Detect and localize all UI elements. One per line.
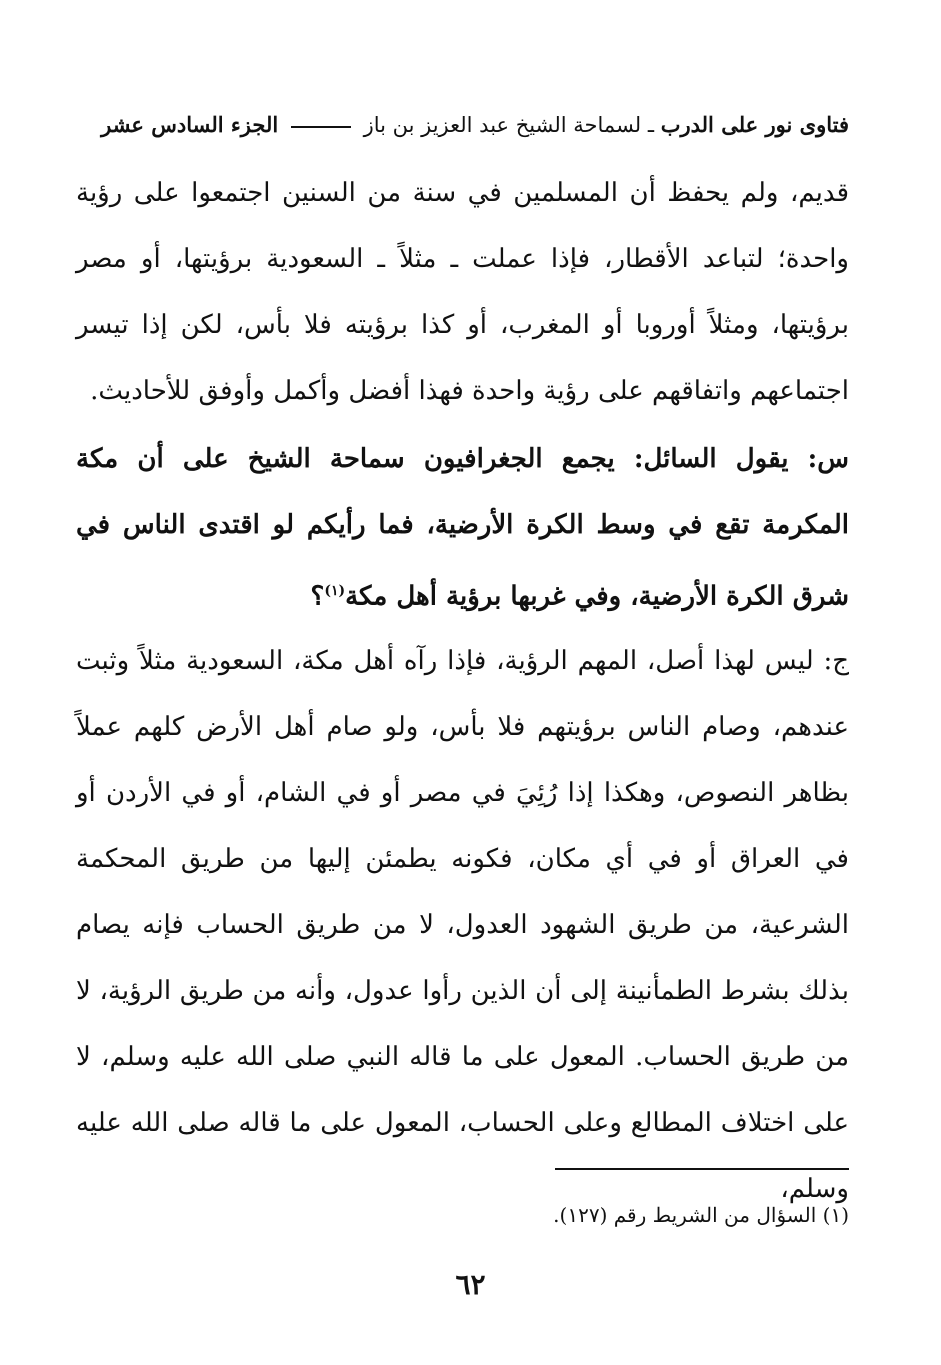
answer-paragraph: ج: ليس لهذا أصل، المهم الرؤية، فإذا رآه أهل مكة، السعودية مثلاً وثبت عندهم، وصام الناس برؤيتهم فلا بأس، ولو صام أهل الأرض كلهم عملاً بظاهر النصوص، وهكذا إذا رُئِيَ في مصر أو في الشام، أو في الأردن أو في العراق أو في أي مكان، فكونه يطمئن إليها من طريق المحكمة الشرعية، من طريق الشهود العدول، لا من طريق الحساب فإنه يصام بذلك بشرط الطمأنينة إلى أن الذين رأوا عدول، وأنه من طريق الرؤية، لا من طريق الحساب. المعول على ما قاله النبي صلى الله عليه وسلم، لا على اختلاف المطالع وعلى الحساب، المعول على ما قاله صلى الله عليه وسلم، [76, 646, 849, 1204]
question-mark: ؟ [310, 581, 325, 612]
paragraph-continued: قديم، ولم يحفظ أن المسلمين في سنة من السنين اجتمعوا على رؤية واحدة؛ لتباعد الأقطار، فإذا عملت ـ مثلاً ـ السعودية برؤيتها، أو مصر برؤيتها، ومثلاً أوروبا أو المغرب، أو كذا برؤيته فلا بأس، لكن إذا تيسر اجتماعهم واتفاقهم على رؤية واحدة فهذا أفضل وأكمل وأوفق للأحاديث. [76, 178, 849, 406]
question-text: يقول السائل: يجمع الجغرافيون سماحة الشيخ على أن مكة المكرمة تقع في وسط الكرة الأرضية، فما رأيكم لو اقتدى الناس في شرق الكرة الأرضية، وفي غربها برؤية أهل مكة [76, 444, 850, 612]
running-header [74, 108, 849, 142]
question-prefix: س: [788, 444, 849, 474]
page-number: ٦٢ [455, 1268, 486, 1301]
footnote-divider [555, 1168, 849, 1170]
header-rule [291, 126, 351, 128]
volume-label: الجزء السادس عشر [101, 112, 279, 137]
footnote-reference[interactable]: (١) [324, 583, 346, 599]
book-title: فتاوى نور على الدرب [660, 112, 849, 137]
question-paragraph [76, 426, 849, 630]
author-name: لسماحة الشيخ عبد العزيز بن باز [363, 113, 642, 137]
footnote: (١) السؤال من الشريط رقم (١٢٧). [553, 1203, 849, 1227]
header-dash: ـ [641, 113, 655, 137]
